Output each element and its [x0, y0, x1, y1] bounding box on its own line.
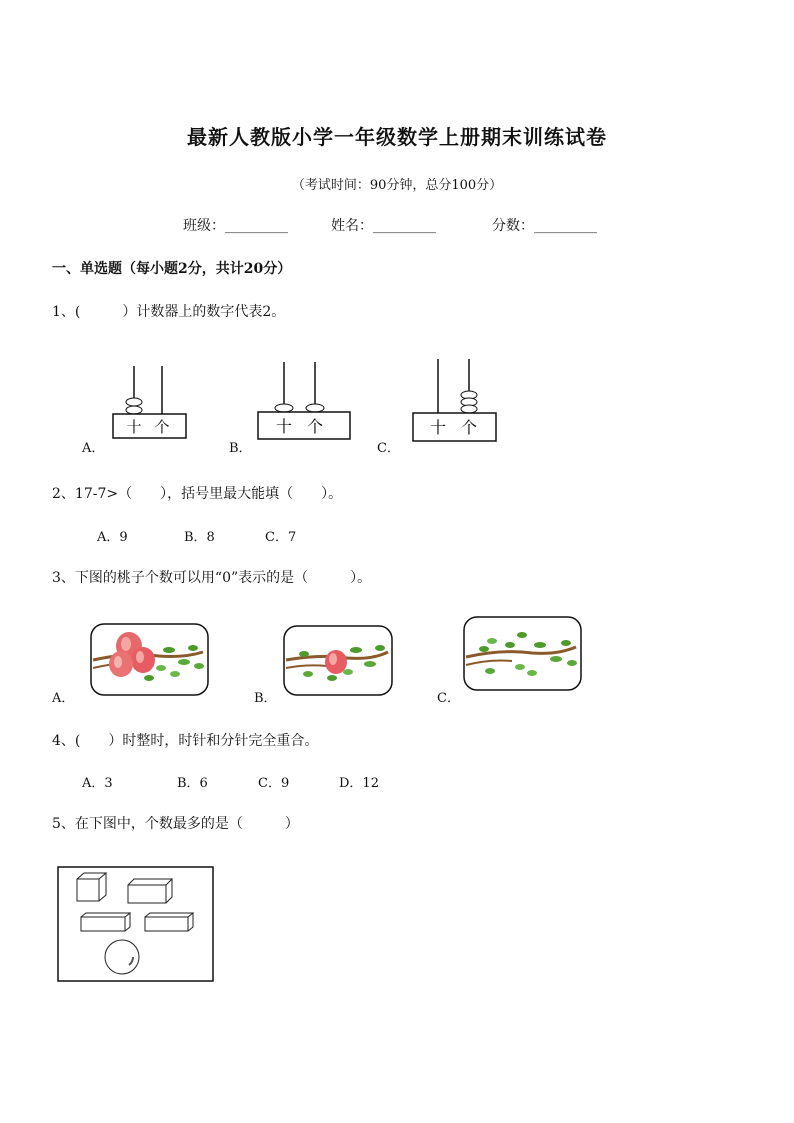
name-field[interactable]: 姓名：_________ [331, 218, 436, 234]
q3-option-b[interactable]: B． [254, 691, 277, 706]
q3-option-c[interactable]: C． [437, 691, 460, 706]
shapes-figure [57, 866, 217, 984]
q2-option-b[interactable]: B．8 [184, 530, 215, 545]
question-3: 3、下图的桃子个数可以用“0”表示的是（ ）。 [52, 570, 372, 586]
peach-branch-b [282, 624, 395, 698]
q1-option-c[interactable]: C． [377, 441, 400, 456]
q2-option-a[interactable]: A．9 [97, 530, 128, 545]
section-heading: 一、单选题（每小题2分，共计20分） [52, 261, 292, 277]
score-field[interactable]: 分数：_________ [492, 218, 597, 234]
exam-info: （考试时间：90分钟，总分100分） [291, 178, 503, 193]
class-field[interactable]: 班级：_________ [183, 218, 288, 234]
question-1: 1、( ）计数器上的数字代表2。 [52, 304, 286, 320]
abacus-b-ones-label: 个 [306, 417, 324, 436]
q2-option-c[interactable]: C．7 [265, 530, 297, 545]
abacus-a-tens-label: 十 [126, 418, 142, 436]
abacus-c-ones-label: 个 [460, 418, 478, 437]
question-2: 2、17-7>（ ），括号里最大能填（ ）。 [52, 486, 343, 502]
abacus-c [412, 357, 502, 445]
abacus-c-tens-label: 十 [429, 418, 447, 437]
q4-option-a[interactable]: A．3 [82, 776, 113, 791]
sphere-shape [105, 940, 139, 974]
branch-no-peach-c [462, 615, 584, 693]
q1-option-b[interactable]: B． [229, 441, 252, 456]
q4-option-d[interactable]: D．12 [339, 776, 379, 791]
abacus-b-tens-label: 十 [275, 417, 293, 436]
page-title: 最新人教版小学一年级数学上册期末训练试卷 [187, 125, 607, 149]
q1-option-a[interactable]: A． [82, 441, 105, 456]
abacus-b [257, 360, 357, 442]
question-5: 5、在下图中，个数最多的是（ ） [52, 816, 299, 832]
abacus-a-ones-label: 个 [154, 418, 170, 436]
peach-branch-a [89, 622, 211, 698]
q4-option-c[interactable]: C．9 [258, 776, 290, 791]
question-4: 4、( ）时整时，时针和分针完全重合。 [52, 733, 319, 749]
q3-option-a[interactable]: A． [52, 691, 75, 706]
q4-option-b[interactable]: B．6 [177, 776, 208, 791]
abacus-a [112, 362, 192, 442]
